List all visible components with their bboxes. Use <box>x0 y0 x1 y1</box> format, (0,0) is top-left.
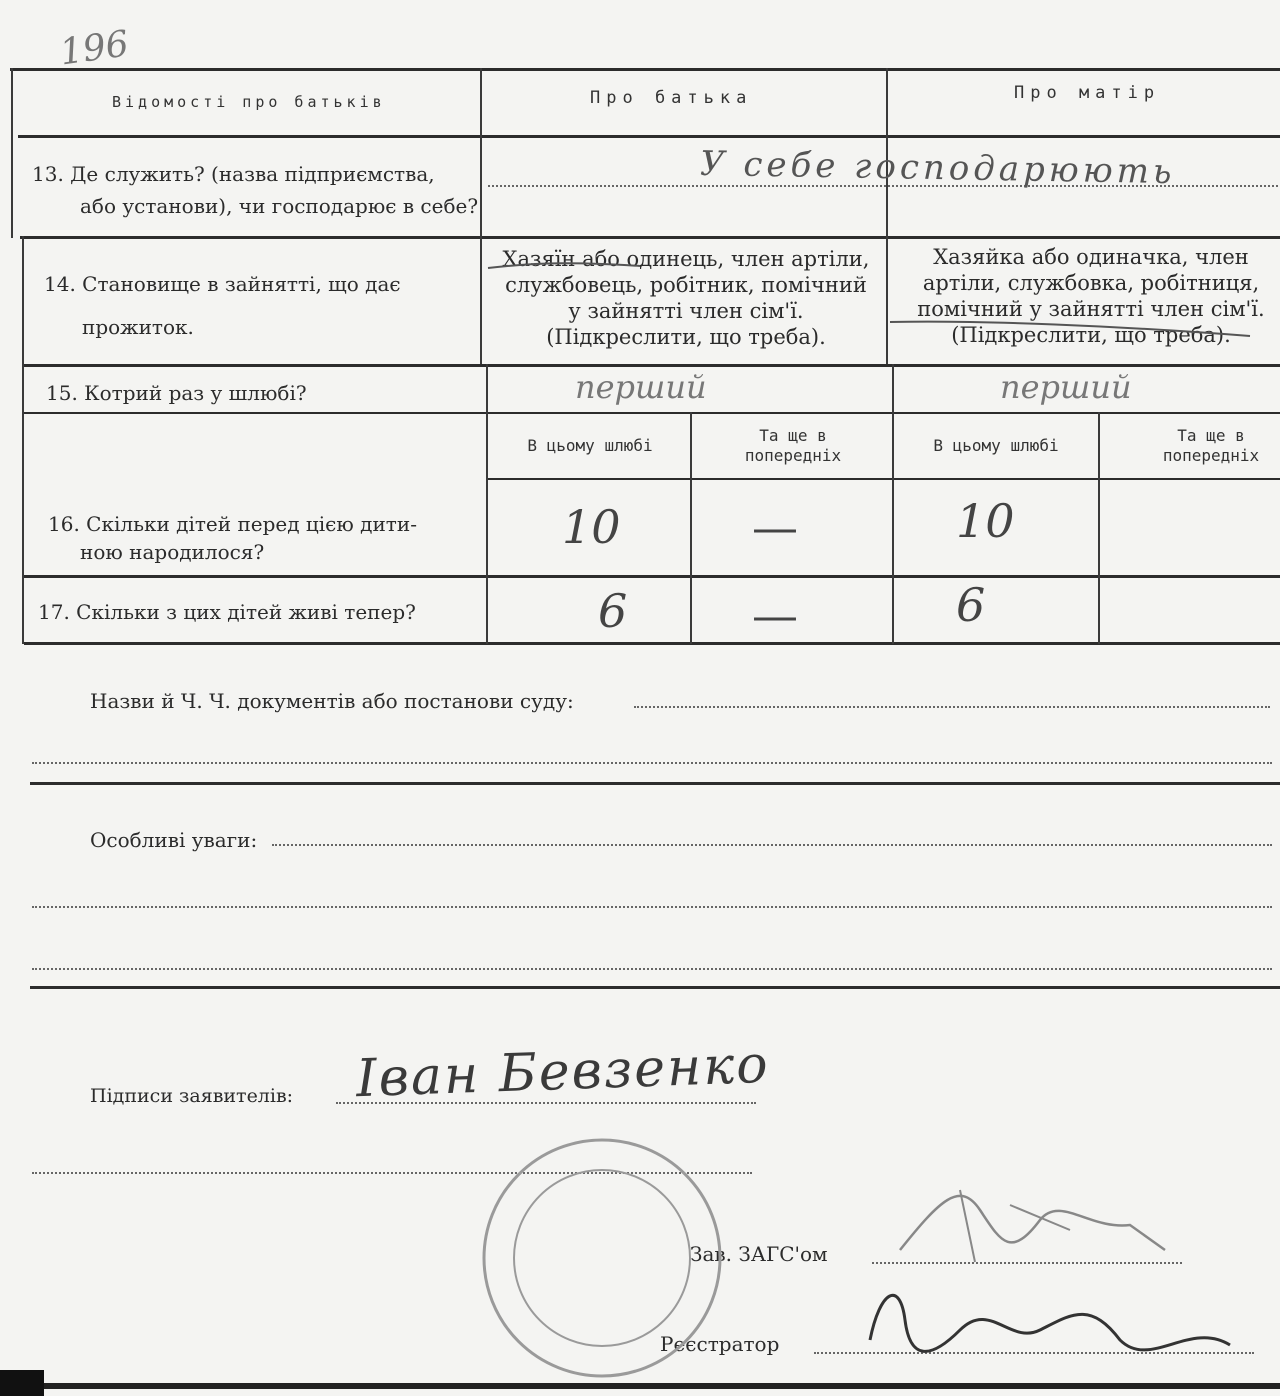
father-occupation-options: Хазяїн або одинець, член артіли, службовець, робітник, помічний у зайнятті член сім'ї. (Підкреслити, що треба). <box>502 247 870 349</box>
subheader-father-previous: Та ще в попередніх <box>744 426 842 465</box>
q17-father-this: 6 <box>598 584 628 638</box>
head-of-registry-label: Зав. ЗАГС'ом <box>690 1242 828 1266</box>
q16-line2: ною народилося? <box>80 540 265 564</box>
q17-father-prev: — <box>752 588 798 642</box>
header-about-father: Про батька <box>590 88 753 108</box>
official-stamp-icon <box>484 1140 720 1376</box>
header-parents-info: Відомості про батьків <box>112 93 386 111</box>
signatures-label: Підписи заявителів: <box>90 1085 294 1107</box>
q17-mother-this: 6 <box>956 578 986 632</box>
documents-label: Назви й Ч. Ч. документів або постанови суду: <box>90 689 574 713</box>
q14-line2: прожиток. <box>82 315 194 339</box>
q13-answer: У себе господарюють <box>699 143 1176 193</box>
subheader-father-this-marriage: В цьому шлюбі <box>527 436 653 455</box>
q13-line1: 13. Де служить? (назва підприємства, <box>32 162 435 186</box>
registrar-label: Реєстратор <box>660 1332 780 1356</box>
header-about-mother: Про матір <box>1014 83 1161 103</box>
applicant-signature: Іван Бевзенко <box>355 1034 771 1110</box>
q16-mother-this: 10 <box>956 494 1015 548</box>
q13-line2: або установи), чи господарює в себе? <box>80 194 479 218</box>
notes-label: Особливі уваги: <box>90 828 258 852</box>
q17: 17. Скільки з цих дітей живі тепер? <box>38 600 416 624</box>
q15-father-answer: перший <box>575 368 707 406</box>
subheader-mother-this-marriage: В цьому шлюбі <box>933 436 1059 455</box>
q16-line1: 16. Скільки дітей перед цією дити- <box>48 512 417 536</box>
head-signature-icon <box>900 1196 1165 1250</box>
mother-occupation-options: Хазяйка або одиначка, член артіли, службовка, робітниця, помічний у зайнятті член сім'ї. (Підкреслити, що треба). <box>917 245 1265 347</box>
page-number: 196 <box>57 23 132 74</box>
q15: 15. Котрий раз у шлюбі? <box>46 381 307 405</box>
q16-father-prev: — <box>752 500 798 554</box>
q15-mother-answer: перший <box>1000 368 1132 406</box>
q14-line1: 14. Становище в зайнятті, що дає <box>44 272 401 296</box>
subheader-mother-previous: Та ще в попередніх <box>1162 426 1260 465</box>
registrar-signature-icon <box>870 1295 1230 1351</box>
q16-father-this: 10 <box>562 500 621 554</box>
